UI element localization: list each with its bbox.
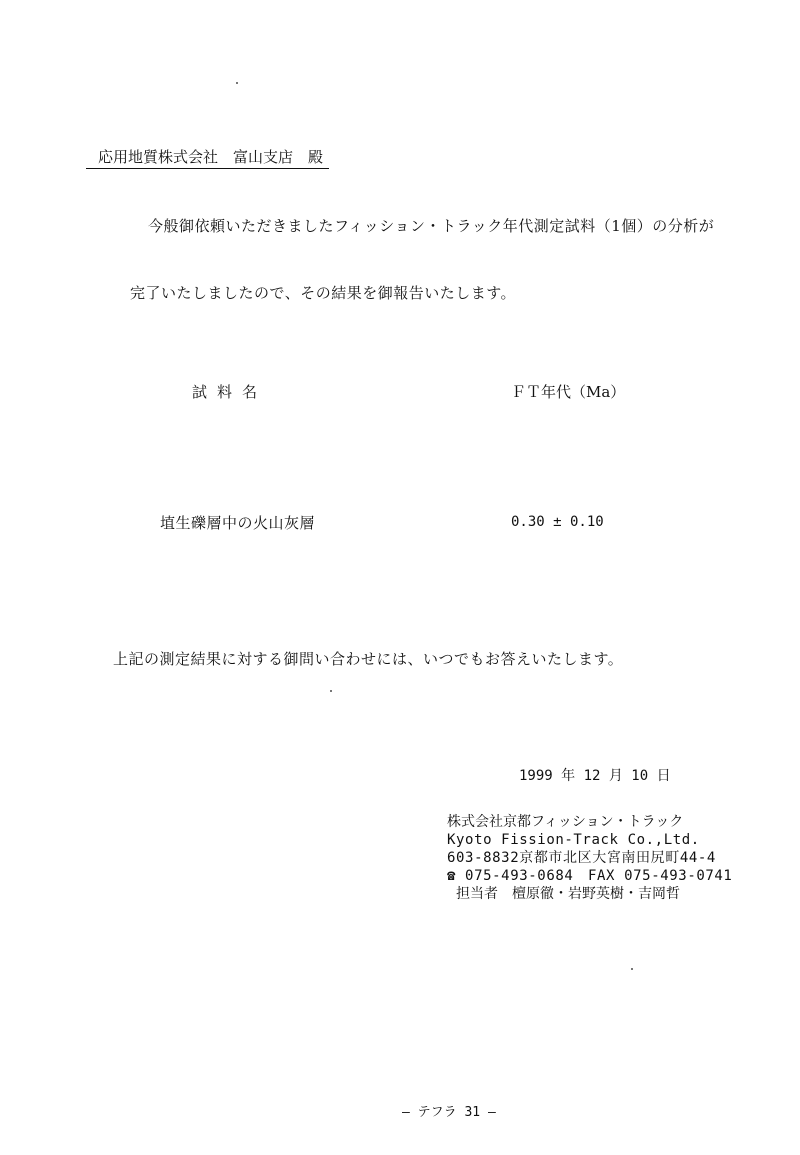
company-staff: 担当者 檀原徹・岩野英樹・吉岡哲 — [456, 886, 680, 902]
company-address: 603-8832京都市北区大宮南田尻町44-4 — [447, 850, 716, 866]
company-name-jp: 株式会社京都フィッション・トラック — [447, 814, 684, 830]
letter-date: 1999 年 12 月 10 日 — [519, 768, 671, 784]
intro-paragraph-line-2: 完了いたしましたので、その結果を御報告いたします。 — [130, 284, 517, 302]
page-number: ― テフラ 31 ― — [402, 1105, 496, 1120]
ft-age-cell: 0.30 ± 0.10 — [511, 514, 604, 530]
scan-speck — [631, 968, 633, 970]
intro-paragraph-line-1: 今般御依頼いただきましたフィッション・トラック年代測定試料（1個）の分析が — [148, 217, 715, 235]
addressee-line: 応用地質株式会社 富山支店 殿 — [86, 146, 329, 169]
company-name-en: Kyoto Fission-Track Co.,Ltd. — [447, 832, 700, 848]
scan-speck — [330, 690, 332, 692]
sample-name-header: 試料名 — [192, 383, 268, 401]
inquiry-paragraph: 上記の測定結果に対する御問い合わせには、いつでもお答えいたします。 — [113, 650, 624, 668]
scan-speck — [236, 82, 238, 84]
ft-age-header: ＦＴ年代（Ma） — [511, 383, 626, 401]
company-block — [447, 813, 732, 903]
sample-name-cell: 埴生礫層中の火山灰層 — [160, 514, 316, 532]
company-phone-fax: ☎ 075-493-0684 FAX 075-493-0741 — [447, 868, 733, 884]
